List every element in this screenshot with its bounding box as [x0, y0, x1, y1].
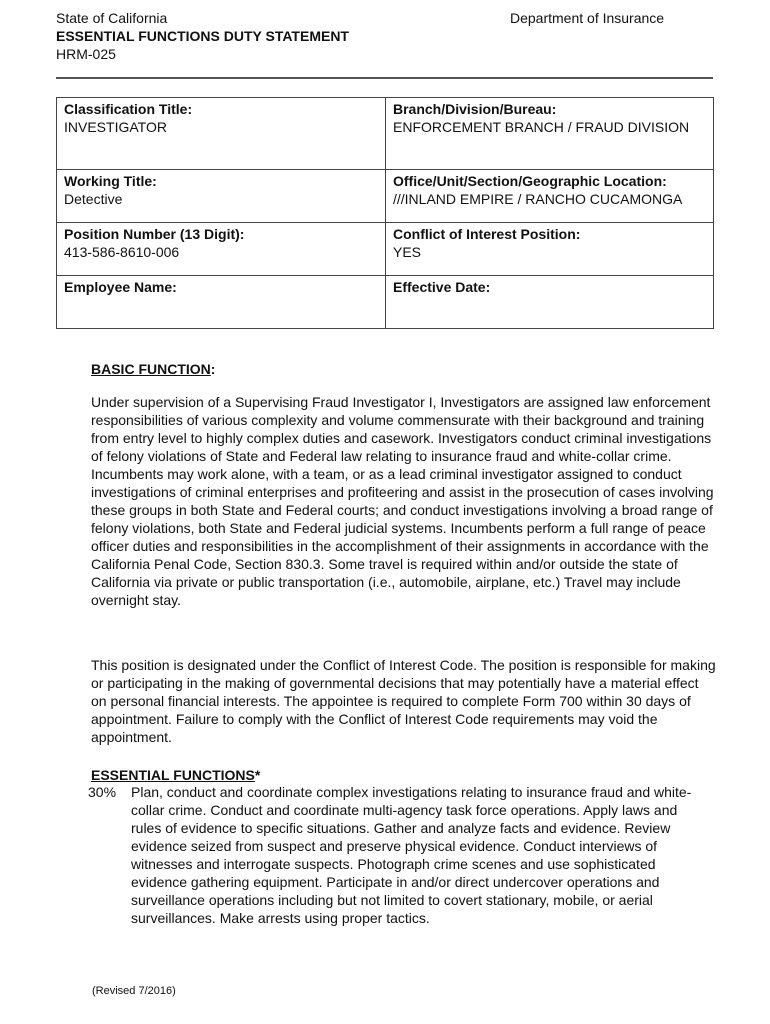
position-info-table [56, 97, 714, 329]
basic-function-heading-text: BASIC FUNCTION [91, 361, 211, 377]
conflict-label: Conflict of Interest Position: [393, 226, 581, 242]
effective-date-label: Effective Date: [393, 279, 491, 295]
conflict-value: YES [393, 244, 422, 260]
employee-name-label: Employee Name: [64, 279, 177, 295]
essential-functions-heading-suffix: * [254, 767, 261, 783]
conflict-cell [386, 223, 714, 276]
branch-cell [386, 98, 714, 170]
header-divider [56, 77, 713, 79]
essential-functions-heading [91, 766, 716, 784]
department-name: Department of Insurance [510, 10, 665, 26]
state-name: State of California [56, 10, 168, 26]
branch-label: Branch/Division/Bureau: [393, 101, 557, 117]
office-label: Office/Unit/Section/Geographic Location: [393, 173, 667, 189]
office-value: ///INLAND EMPIRE / RANCHO CUCAMONGA [393, 191, 683, 207]
essential-function-percent: 30% [88, 784, 117, 800]
office-cell [386, 170, 714, 223]
document-title: ESSENTIAL FUNCTIONS DUTY STATEMENT [56, 28, 349, 44]
essential-functions-heading-text: ESSENTIAL FUNCTIONS [91, 767, 255, 783]
basic-function-paragraph: Under supervision of a Supervising Fraud Investigator I, Investigators are assigned law enforcement responsibilities of various complexity and volume commensurate with their background and training from entry level to highly complex duties and casework. Investigators conduct criminal investigations of felony violations of State and Federal law relating to insurance fraud and white-collar crime. Incumbents may work alone, with a team, or as a lead criminal investigator assigned to conduct investigations of criminal enterprises and profiteering and assist in the prosecution of cases involving these groups in both State and Federal courts; and conduct investigations involving a broad range of felony violations, both State and Federal judicial systems. Incumbents perform a full range of peace officer duties and responsibilities in the accomplishment of their assignments in accordance with the California Penal Code, Section 830.3. Some travel is required within and/or outside the state of California via private or public transportation (i.e., automobile, airplane, etc.) Travel may include overnight stay. [91, 394, 714, 608]
working-title-value: Detective [64, 191, 123, 207]
revision-note: (Revised 7/2016) [92, 985, 176, 997]
form-number: HRM-025 [56, 46, 116, 62]
branch-value: ENFORCEMENT BRANCH / FRAUD DIVISION [393, 119, 690, 135]
working-title-label: Working Title: [64, 173, 157, 189]
basic-function-heading [91, 360, 716, 378]
conflict-of-interest-paragraph: This position is designated under the Conflict of Interest Code. The position is responsible for making or participating in the making of governmental decisions that may potentially have a material effect on personal financial interests. The appointee is required to complete Form 700 within 30 days of appointment. Failure to comply with the Conflict of Interest Code requirements may void the appointment. [91, 657, 716, 745]
basic-function-heading-suffix: : [210, 361, 216, 377]
classification-label: Classification Title: [64, 101, 193, 117]
employee-name-cell [57, 276, 386, 329]
position-number-cell [57, 223, 386, 276]
position-number-label: Position Number (13 Digit): [64, 226, 245, 242]
classification-value: INVESTIGATOR [64, 119, 167, 135]
table-row [57, 276, 714, 329]
effective-date-cell [386, 276, 714, 329]
classification-cell [57, 98, 386, 170]
position-number-value: 413-586-8610-006 [64, 244, 180, 260]
table-row [57, 170, 714, 223]
working-title-cell [57, 170, 386, 223]
essential-function-text: Plan, conduct and coordinate complex investigations relating to insurance fraud and white-collar crime. Conduct and coordinate multi-agency task force operations. Apply laws and rules of evidence to specific situations. Gather and analyze facts and evidence. Review evidence seized from suspect and preserve physical evidence. Conduct interviews of witnesses and interrogate suspects. Photograph crime scenes and use sophisticated evidence gathering equipment. Participate in and/or direct undercover operations and surveillance operations including but not limited to covert stationary, mobile, or aerial surveillances. Make arrests using proper tactics. [131, 784, 692, 926]
table-row [57, 98, 714, 170]
table-row [57, 223, 714, 276]
